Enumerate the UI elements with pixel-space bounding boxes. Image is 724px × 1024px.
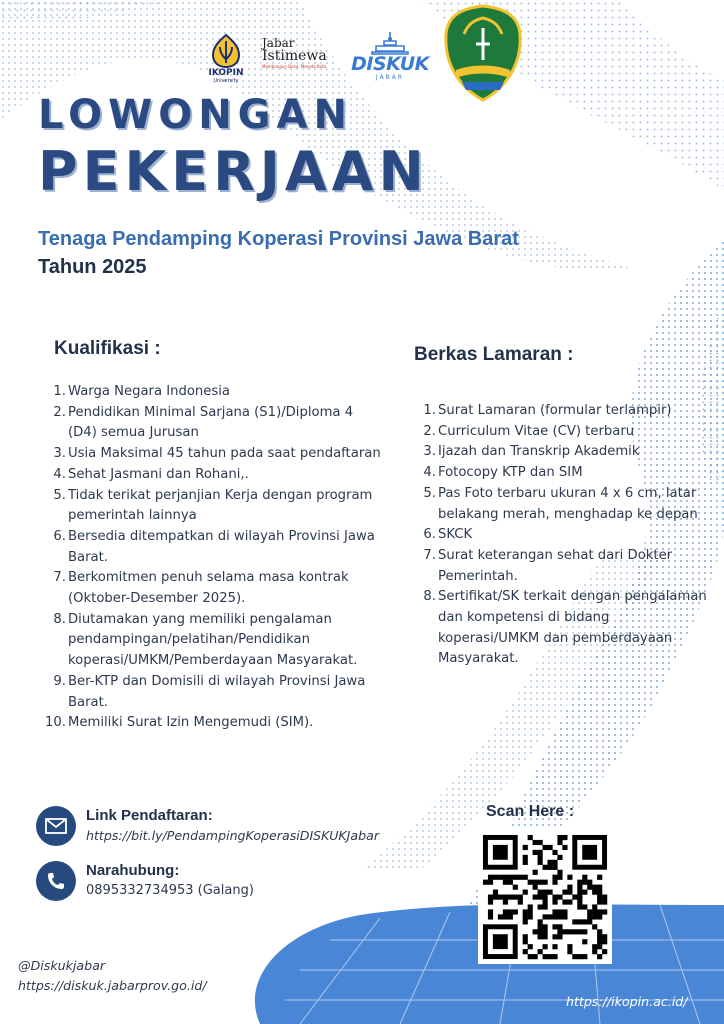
- footer-social: [18, 956, 207, 996]
- qualification-item: [54, 527, 384, 568]
- document-item-number: 2.: [423, 423, 436, 439]
- document-item-number: 6.: [423, 527, 436, 543]
- document-item-text: Ijazah dan Transkrip Akademik: [438, 444, 640, 460]
- document-item: [424, 463, 714, 484]
- qualification-item-number: 9.: [53, 673, 66, 689]
- qualification-item-number: 3.: [53, 446, 66, 462]
- ikopin-logo: [200, 22, 252, 84]
- qualification-item-text: Tidak terikat perjanjian Kerja dengan program pemerintah lainnya: [68, 487, 373, 524]
- qualification-item-text: Pendidikan Minimal Sarjana (S1)/Diploma 4 (D4) semua Jurusan: [68, 404, 354, 441]
- jabar-logo-line2: Istimewa: [262, 48, 327, 64]
- diskuk-website[interactable]: https://diskuk.jabarprov.go.id/: [18, 978, 207, 993]
- diskuk-logo: [348, 25, 432, 81]
- qualification-item-text: Warga Negara Indonesia: [68, 384, 231, 399]
- jabar-istimewa-logo: [262, 28, 338, 78]
- qualification-item-text: Berkomitmen penuh selama masa kontrak (Oktober-Desember 2025).: [68, 570, 349, 607]
- qualification-item-text: Bersedia ditempatkan di wilayah Provinsi Jawa Barat.: [68, 528, 375, 565]
- document-item-text: Curriculum Vitae (CV) terbaru: [438, 423, 635, 439]
- documents-heading: Berkas Lamaran :: [414, 344, 574, 365]
- ikopin-logo-sub: University: [213, 78, 239, 84]
- qr-code-icon: [478, 830, 612, 964]
- phone-icon: [36, 861, 76, 901]
- contact-person-block: [36, 861, 254, 901]
- document-item: [424, 442, 714, 463]
- document-item: [424, 587, 714, 670]
- subtitle-line2: Tahun 2025: [38, 256, 147, 278]
- qualifications-list: [45, 382, 384, 734]
- subtitle: [38, 225, 578, 281]
- gedung-sate-icon: [370, 31, 410, 55]
- jawa-barat-seal: [442, 4, 524, 102]
- document-item: [424, 401, 714, 422]
- logo-row: [200, 4, 524, 102]
- subtitle-line1: Tenaga Pendamping Koperasi Provinsi Jawa Barat: [38, 228, 519, 250]
- document-item-number: 3.: [423, 444, 436, 460]
- document-item-text: Fotocopy KTP dan SIM: [438, 465, 583, 481]
- qualification-item: [54, 465, 384, 486]
- document-item-text: Pas Foto terbaru ukuran 4 x 6 cm, latar belakang merah, menghadap ke depan: [438, 485, 698, 522]
- qualification-item-text: Ber-KTP dan Domisili di wilayah Provinsi Jawa Barat.: [68, 673, 366, 710]
- ikopin-emblem-icon: [209, 33, 243, 69]
- qualification-item-number: 2.: [53, 404, 66, 420]
- qualification-item: [54, 403, 384, 444]
- instagram-handle[interactable]: @Diskukjabar: [18, 958, 106, 973]
- document-item: [424, 525, 714, 546]
- document-item-number: 1.: [423, 403, 436, 418]
- qualification-item-number: 4.: [53, 466, 66, 482]
- qualification-item: [54, 382, 384, 403]
- qualification-item: [54, 672, 384, 713]
- registration-link-block: [36, 806, 379, 846]
- document-item-number: 4.: [423, 465, 436, 481]
- qualification-item: [54, 610, 384, 672]
- scan-label: Scan Here :: [486, 803, 575, 820]
- documents-list: [424, 401, 714, 670]
- registration-link-heading: Link Pendaftaran:: [86, 807, 213, 824]
- contact-person-heading: Narahubung:: [86, 862, 180, 879]
- jabar-logo-tagline: Membangun Desa, Menata Kota: [262, 64, 326, 69]
- document-item: [424, 546, 714, 587]
- title-line1: LOWONGAN: [38, 92, 353, 138]
- document-item-number: 5.: [423, 485, 436, 501]
- jabar-logo-line1: Jabar: [262, 36, 295, 50]
- qualification-item-number: 10.: [45, 715, 66, 731]
- document-item-text: SKCK: [438, 527, 473, 543]
- qualification-item-text: Usia Maksimal 45 tahun pada saat pendaftaran: [68, 446, 381, 462]
- ikopin-website[interactable]: https://ikopin.ac.id/: [566, 994, 688, 1009]
- contact-phone[interactable]: 0895332734953 (Galang): [86, 883, 254, 898]
- qualification-item-text: Sehat Jasmani dan Rohani,.: [68, 466, 249, 482]
- qualification-item-number: 6.: [53, 528, 66, 544]
- document-item-number: 8.: [423, 589, 436, 605]
- registration-link[interactable]: https://bit.ly/PendampingKoperasiDISKUKJabar: [86, 828, 379, 843]
- document-item-text: Surat keterangan sehat dari Dokter Pemerintah.: [438, 547, 673, 584]
- document-item: [424, 484, 714, 525]
- qualification-item-text: Memiliki Surat Izin Mengemudi (SIM).: [68, 715, 314, 731]
- qualification-item: [54, 444, 384, 465]
- qualification-item-number: 1.: [53, 384, 66, 399]
- qualification-item-text: Diutamakan yang memiliki pengalaman pendampingan/pelatihan/Pendidikan koperasi/UMKM/Pemberdayaan Masyarakat.: [68, 611, 358, 669]
- ikopin-logo-text: IKOPIN: [208, 68, 244, 78]
- qualification-item: [54, 486, 384, 527]
- qualification-item: [54, 568, 384, 609]
- document-item-text: Sertifikat/SK terkait dengan pengalaman dan kompetensi di bidang koperasi/UMKM dan pemberdayaan Masyarakat.: [438, 589, 707, 667]
- qr-code[interactable]: [478, 830, 612, 964]
- qualification-item-number: 5.: [53, 487, 66, 503]
- document-item-number: 7.: [423, 547, 436, 563]
- diskuk-logo-text: DISKUK: [351, 53, 429, 75]
- document-item: [424, 422, 714, 443]
- provincial-shield-icon: [442, 4, 524, 102]
- qualification-item: [45, 713, 384, 734]
- title-line2: PEKERJAAN: [38, 140, 429, 203]
- document-item-text: Surat Lamaran (formular terlampir): [438, 403, 672, 418]
- diskuk-logo-sub: JABAR: [375, 74, 405, 81]
- qualifications-heading: Kualifikasi :: [54, 338, 161, 359]
- qualification-item-number: 8.: [53, 611, 66, 627]
- envelope-icon: [36, 806, 76, 846]
- qualification-item-number: 7.: [53, 570, 66, 586]
